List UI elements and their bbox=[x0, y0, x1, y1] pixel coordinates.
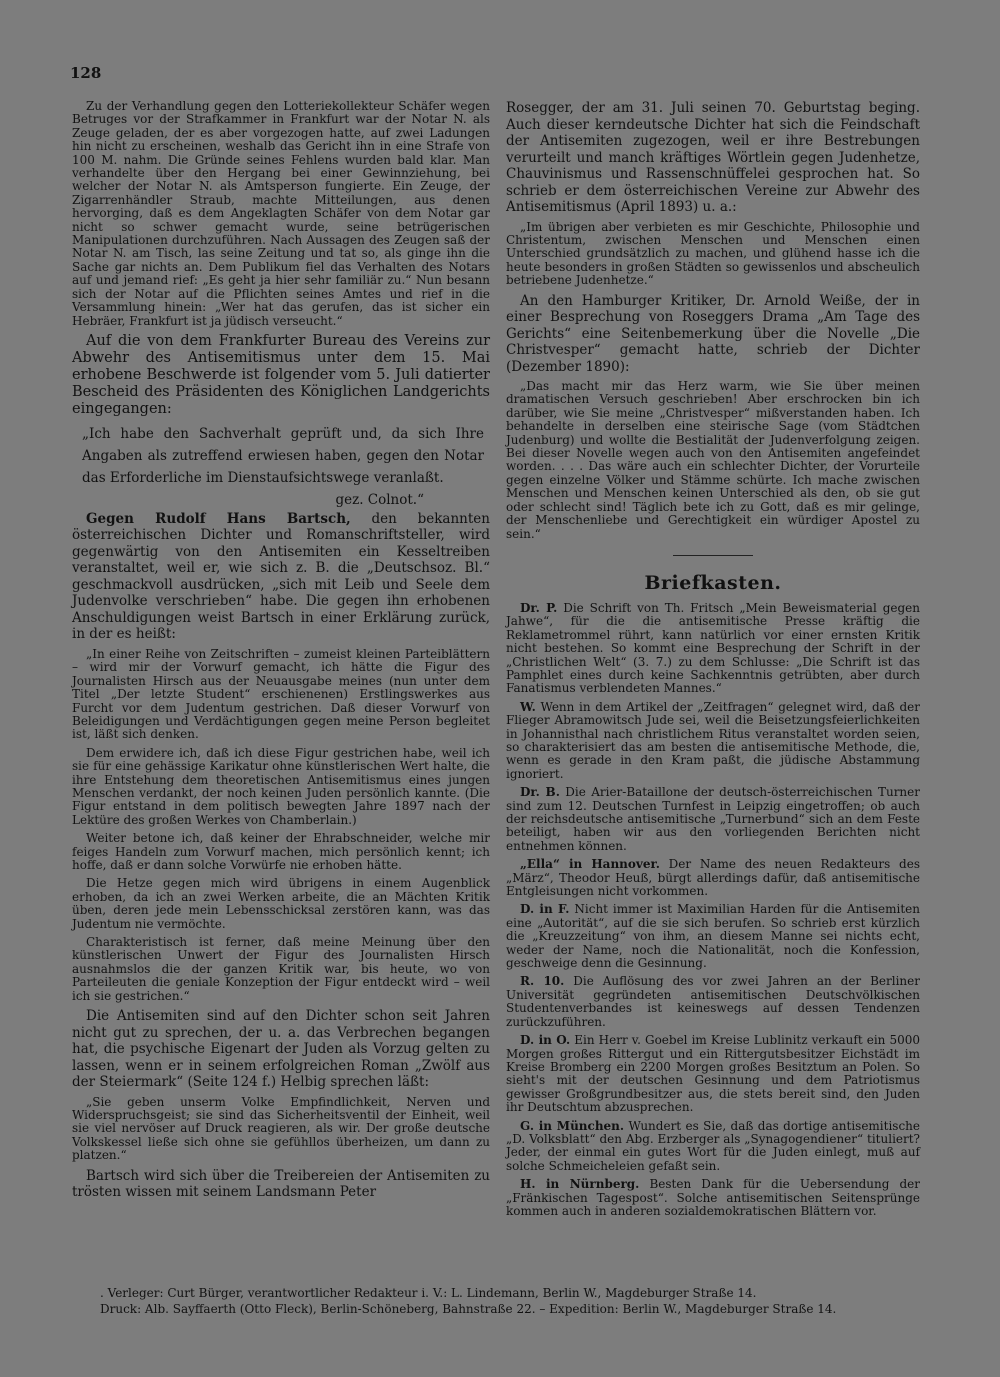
article-bartsch-rosegger: Bartsch wird sich über die Treibereien der Antisemiten zu trösten wissen mit seinem Landsmann Peter bbox=[72, 1167, 490, 1201]
letter-w-text: Wenn in dem Artikel der „Zeitfragen“ gelegnet wird, daß der Flieger Abramowitsch Jude sei, weil die Beisetzungsfeierlichkeiten in Johannisthal nach christlichem Ritus veranstaltet worden seien, so charakterisiert das am besten die antisemitische Methode, die, wenn es gerade in den Kram paßt, die jüdische Abstammung ignoriert. bbox=[506, 699, 920, 781]
left-column bbox=[72, 100, 490, 1206]
rosegger-quote-2: „Das macht mir das Herz warm, wie Sie über meinen dramatischen Versuch geschrieben! Aber erschrocken bin ich darüber, wie Sie meine „Christvesper“ mißverstanden haben. Ich behandelte in derselben eine steirische Sage (vom Städtchen Judenburg) und wollte die Bestialität der Judenverfolgung zeigen. Bei dieser Novelle wegen auch von den Antisemiten angefeindet worden. . . . Das wäre auch ein schlechter Dichter, der Vorurteile gegen einzelne Völker und Stämme schürte. Ich mache zwischen Menschen und Menschen keinen Unterschied als den, ob sie gut oder schlecht sind! Täglich bete ich zu Gott, daß es mir gelinge, der Menschenliebe und Gerechtigkeit ein würdiger Apostel zu sein.“ bbox=[506, 379, 920, 541]
right-column bbox=[506, 100, 920, 1223]
letter-ella-lead: „Ella“ in Hannover. bbox=[520, 857, 660, 872]
letter-r-10-text: Die Auflösung des vor zwei Jahren an der Berliner Universität gegründeten antisemitischen Deutschvölkischen Studentenverbandes ist keineswegs auf dessen Tendenzen zurückzuführen. bbox=[506, 974, 920, 1029]
letter-d-o-lead: D. in O. bbox=[520, 1033, 571, 1048]
letter-r-10 bbox=[506, 975, 920, 1029]
letter-dr-p bbox=[506, 602, 920, 696]
letter-h-nuernberg bbox=[506, 1178, 920, 1218]
letter-d-f-lead: D. in F. bbox=[520, 902, 570, 917]
letter-ella bbox=[506, 858, 920, 898]
letter-h-nuernberg-text: Besten Dank für die Uebersendung der „Fränkischen Tagespost“. Solche antisemitischen Seitensprünge kommen auch in anderen sozialdemokratischen Blättern vor. bbox=[506, 1177, 921, 1218]
imprint-footer bbox=[100, 1285, 920, 1317]
letter-dr-b-lead: Dr. B. bbox=[520, 785, 560, 800]
helbig-quote: „Sie geben unserm Volke Empfindlichkeit, Nerven und Widerspruchsgeist; sie sind das Sicherheitsventil der Einheit, weil sie viel nervöser auf Druck reagieren, als wir. Der große deutsche Volkskessel ließe sich ohne sie gefühllos überheizen, um dann zu platzen.“ bbox=[72, 1094, 490, 1163]
letter-d-o bbox=[506, 1034, 920, 1114]
rosegger-quote-1: „Im übrigen aber verbieten es mir Geschichte, Philosophie und Christentum, zwischen Menschen und Menschen einen Unterschied grundsätzlich zu machen, und glühend hasse ich die heute besonders in großen Städten so gewissenlos und abscheulich betriebene Judenhetze.“ bbox=[506, 219, 920, 288]
letter-h-nuernberg-lead: H. in Nürnberg. bbox=[520, 1177, 640, 1192]
article-bartsch-text: den bekannten österreichischen Dichter und Romanschriftsteller, wird gegenwärtig von den Antisemiten ein Kesseltreiben veranstaltet, weil er, wie sich z. B. die „Deutschsoz. Bl.“ geschmackvoll ausdrücken, „sich mit Leib und Seele dem Judenvolke verschrieben“ habe. Die gegen ihn erhobenen Anschuldigungen weist Bartsch in einer Erklärung zurück, in der es heißt: bbox=[72, 510, 490, 643]
bartsch-quote-2: Dem erwidere ich, daß ich diese Figur gestrichen habe, weil ich sie für eine gehässige Karikatur ohne künstlerischen Wert halte, die ihre Entstehung dem theoretischen Antisemitismus eines jungen Menschen verdankt, der noch keinen Juden persönlich kannte. (Die Figur entstand in dem politisch bewegten Jahre 1897 nach der Lektüre des großen Werkes von Chamberlain.) bbox=[72, 745, 490, 827]
letter-ella-text: Der Name des neuen Redakteurs des „März“, Theodor Heuß, bürgt allerdings dafür, daß antisemitische Entgleisungen nicht vorkommen. bbox=[506, 857, 920, 899]
bartsch-quote-5: Charakteristisch ist ferner, daß meine Meinung über den künstlerischen Unwert der Figur des Journalisten Hirsch ausnahmslos die der ganzen Kritik war, bis heute, wo von Parteileuten die geniale Konzeption der Figur entdeckt wird – weil ich sie gestrichen.“ bbox=[72, 935, 490, 1003]
article-weisse: An den Hamburger Kritiker, Dr. Arnold Weiße, der in einer Besprechung von Roseggers Drama „Am Tage des Gerichts“ eine Seitenbemerkung über die Novelle „Die Christvesper“ gemacht hatte, schrieb der Dichter (Dezember 1890): bbox=[506, 292, 920, 375]
page-number: 128 bbox=[70, 64, 102, 82]
quote-court-decision-text: „Ich habe den Sachverhalt geprüft und, da sich Ihre Angaben als zutreffend erwiesen haben, gegen den Notar das Erforderliche im Dienstaufsichtswege veranlaßt. bbox=[82, 425, 484, 486]
article-bartsch bbox=[72, 511, 490, 643]
imprint-printer: Druck: Alb. Sayffaerth (Otto Fleck), Berlin-Schöneberg, Bahnstraße 22. – Expedition: Berlin W., Magdeburger Straße 14. bbox=[100, 1302, 837, 1316]
letter-w bbox=[506, 701, 920, 781]
letter-g-muenchen-lead: G. in München. bbox=[520, 1118, 625, 1133]
article-notary-frankfurt: Zu der Verhandlung gegen den Lotteriekollekteur Schäfer wegen Betruges vor der Strafkammer in Frankfurt war der Notar N. als Zeuge geladen, der es aber vorgezogen hatte, auf zwei Ladungen hin nicht zu erscheinen, weshalb das Gericht ihn in eine Strafe von 100 M. nahm. Die Gründe seines Fehlens wurden bald klar. Man verhandelte über den Hergang bei einer Gewinnziehung, bei welcher der Notar N. als Amtsperson fungierte. Ein Zeuge, der Zigarrenhändler Straub, machte Mitteilungen, aus denen hervorging, daß es dem Angeklagten Schäfer von dem Notar gar nicht so schwer gemacht wurde, seine betrügerischen Manipulationen durchzuführen. Nach Aussagen des Zeugen saß der Notar N. am Tisch, las seine Zeitung und tat so, als ginge ihn die Sache gar nichts an. Dem Publikum fiel das Verhalten des Notars auf und jemand rief: „Es geht ja hier sehr familiär zu.“ Nun besann sich der Notar auf die Pflichten seines Amtes und rief in die Versammlung hinein: „Wer hat das gerufen, das ist sicher ein Hebräer, Frankfurt ist ja jüdisch verseucht.“ bbox=[72, 99, 490, 328]
letter-d-f-text: Nicht immer ist Maximilian Harden für die Antisemiten eine „Autorität“, auf die sie sich berufen. So schrieb erst kürzlich die „Kreuzzeitung“ von ihm, an diesem Manne sei nichts echt, weder der Name, noch die Nationalität, noch die Konfession, geschweige denn die Gesinnung. bbox=[506, 902, 920, 971]
quote-signature: gez. Colnot.“ bbox=[335, 491, 424, 508]
briefkasten-heading: Briefkasten. bbox=[644, 571, 782, 594]
letter-dr-b-text: Die Arier-Bataillone der deutsch-österreichischen Turner sind zum 12. Deutschen Turnfest in Leipzig eingetroffen; ob auch der reichsdeutsche antisemitische „Turnerbund“ sich an dem Feste beteiligt, haben wir aus den vorliegenden Berichten nicht entnehmen können. bbox=[506, 785, 920, 853]
bartsch-quote-4: Die Hetze gegen mich wird übrigens in einem Augenblick erhoben, da ich an zwei Werken arbeite, die an Mächten Kritik üben, deren jede mein Lebensschicksal zerstören kann, was das Judentum nie vermöchte. bbox=[72, 876, 490, 931]
article-antisemites-dichter: Die Antisemiten sind auf den Dichter schon seit Jahren nicht gut zu sprechen, der u. a. das Verbrechen begangen hat, die psychische Eigenart der Juden als Vorzug gelten zu lassen, wenn er in seinem erfolgreichen Roman „Zwölf aus der Steiermark“ (Seite 124 f.) Helbig sprechen läßt: bbox=[72, 1008, 490, 1091]
quote-court-decision bbox=[72, 423, 490, 508]
imprint-publisher: . Verleger: Curt Bürger, verantwortlicher Redakteur i. V.: L. Lindemann, Berlin W., Magdeburger Straße 14. bbox=[100, 1286, 757, 1300]
bartsch-quote-1: „In einer Reihe von Zeitschriften – zumeist kleinen Parteiblättern – wird mir der Vorwurf gemacht, ich hätte die Figur des Journalisten Hirsch aus der Neuausgabe meines (nun unter dem Titel „Der letzte Student“ erschienenen) Erstlingswerkes aus Furcht vor dem Judentum gestrichen. Daß dieser Vorwurf von Beleidigungen und Verdächtigungen gegen meine Person begleitet ist, läßt sich denken. bbox=[72, 646, 490, 742]
letter-dr-b bbox=[506, 786, 920, 853]
letter-g-muenchen bbox=[506, 1120, 920, 1174]
bartsch-quote-3: Weiter betone ich, daß keiner der Ehrabschneider, welche mir feiges Handeln zum Vorwurf machen, mich persönlich kennt; ich hoffe, daß er dann solche Vorwürfe nie erhoben hätte. bbox=[72, 831, 490, 872]
article-bartsch-lead: Gegen Rudolf Hans Bartsch, bbox=[86, 510, 351, 527]
letter-d-f bbox=[506, 903, 920, 970]
article-rosegger: Rosegger, der am 31. Juli seinen 70. Geburtstag beging. Auch dieser kerndeutsche Dichter hat sich die Feindschaft der Antisemiten zugezogen, weil er ihre Bestrebungen verurteilt und manch kräftiges Wörtlein gegen Judenhetze, Chauvinismus und Rassenschnüffelei gesprochen hat. So schrieb er dem österreichischen Vereine zur Abwehr des Antisemitismus (April 1893) u. a.: bbox=[506, 100, 920, 215]
letter-dr-p-text: Die Schrift von Th. Fritsch „Mein Beweismaterial gegen Jahwe“, für die die antisemitische Presse kräftig die Reklametrommel rührt, kann natürlich vor einer ernsten Kritik nicht bestehen. So kommt eine Besprechung der Schrift in der „Christlichen Welt“ (3. 7.) zu dem Schlusse: „Die Schrift ist das Pamphlet eines durch keine Sachkenntnis getrübten, aber durch Fanatismus verblendeten Mannes.“ bbox=[506, 600, 920, 696]
letter-dr-p-lead: Dr. P. bbox=[520, 600, 558, 615]
letter-d-o-text: Ein Herr v. Goebel im Kreise Lublinitz verkauft ein 5000 Morgen großes Rittergut und ein Rittergutsbesitzer Eichstädt im Kreise Bromberg ein 2200 Morgen großes Besitztum an Polen. So sieht's mit der deutschen Gesinnung und dem Patriotismus gewisser Großgrundbesitzer aus, die stets bereit sind, den Juden ihr Deutschtum abzusprechen. bbox=[506, 1033, 920, 1115]
letter-w-lead: W. bbox=[520, 699, 536, 714]
letter-g-muenchen-text: Wundert es Sie, daß das dortige antisemitische „D. Volksblatt“ den Abg. Erzberger als „Synagogendiener“ tituliert? Jeder, der einmal ein gutes Wort für die Juden einlegt, muß auf solche Schmeicheleien gefaßt sein. bbox=[506, 1118, 921, 1173]
article-complaint-response: Auf die von dem Frankfurter Bureau des Vereins zur Abwehr des Antisemitismus unter dem 15. Mai erhobene Beschwerde ist folgender vom 5. Juli datierter Bescheid des Präsidenten des Königlichen Landgerichts eingegangen: bbox=[72, 332, 490, 417]
section-divider bbox=[673, 555, 753, 556]
letter-r-10-lead: R. 10. bbox=[520, 974, 565, 989]
